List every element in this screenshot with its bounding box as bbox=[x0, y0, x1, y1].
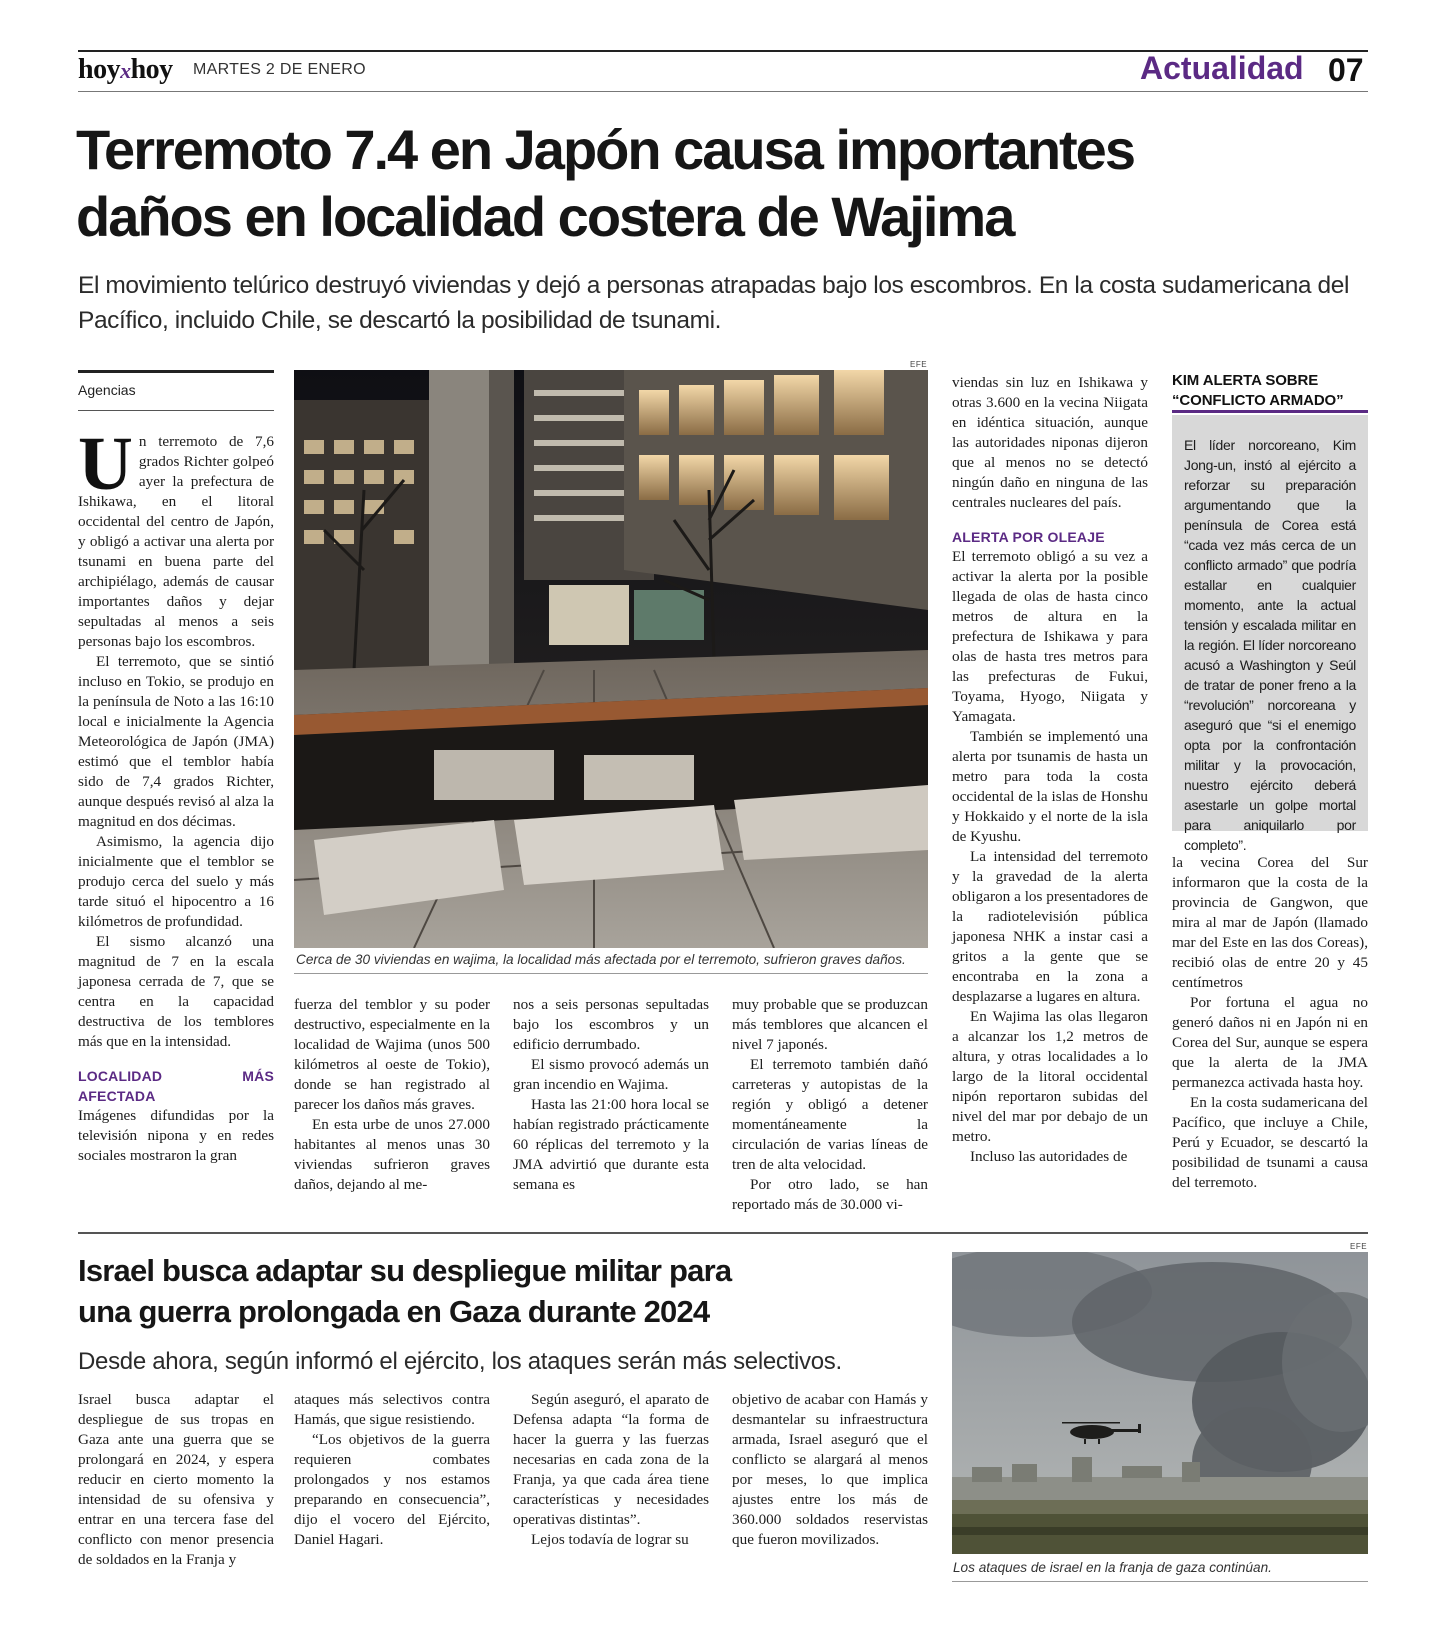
story-separator bbox=[78, 1232, 1368, 1234]
earthquake-photo[interactable] bbox=[294, 370, 928, 948]
header-bottom-rule bbox=[78, 91, 1368, 92]
byline-bottom-rule bbox=[78, 410, 274, 411]
newspaper-logo[interactable]: hoyxhoy bbox=[78, 54, 173, 85]
subhead-localidad: LOCALIDAD MÁS AFECTADA bbox=[78, 1068, 274, 1104]
story2-column-3: Según aseguró, el aparato de Defensa adapta “la forma de hacer la guerra y las fuerzas necesarias en cada zona de la Franja, ya que cada área tiene características y necesidades operativas distintas”. Lejos todavía de lograr su bbox=[513, 1391, 709, 1548]
sidebar-body: El líder norcoreano, Kim Jong-un, instó al ejército a reforzar su preparación argumentando que la península de Corea está “cada vez más cerca de un conflicto armado” que podría estallar en cualquier momento, ante la actual tensión y escalada militar en la región. El líder norcoreano acusó a Washington y Seúl de tratar de poner freno a la “revolución” norcoreana y aseguró que “si el enemigo opta por la confrontación militar y la provocación, nuestro ejército deberá asestarle un golpe mortal para aniquilarlo por completo”. bbox=[1184, 437, 1356, 853]
story2-column-4: objetivo de acabar con Hamás y desmantelar su infraestructura armada, Israel aseguró que el conflicto se alargará al menos por meses, lo que implica ajustes entre los más de 360.000 soldados reservistas que fueron movilizados. bbox=[732, 1391, 928, 1548]
gaza-photo-caption: Los ataques de israel en la franja de gaza continúan. bbox=[953, 1560, 1272, 1575]
photo-credit: EFE bbox=[910, 360, 928, 369]
byline: Agencias bbox=[78, 382, 136, 398]
story1-column-4: muy probable que se produzcan más temblores que alcancen el nivel 7 japonés. El terremoto también dañó carreteras y autopistas de la región y obligó a detener momentáneamente la circulación de varias líneas de tren de alta velocidad. Por otro lado, se han reportado más de 30.000 vi- bbox=[732, 996, 928, 1213]
secondary-deck: Desde ahora, según informó el ejército, los ataques serán más selectivos. bbox=[78, 1348, 842, 1375]
photo-credit-2: EFE bbox=[1350, 1242, 1368, 1251]
main-headline: Terremoto 7.4 en Japón causa importantes daños en localidad costera de Wajima bbox=[76, 118, 1134, 249]
section-name: Actualidad bbox=[1140, 50, 1304, 86]
secondary-headline: Israel busca adaptar su despliegue militar para una guerra prolongada en Gaza durante 2024 bbox=[78, 1253, 732, 1330]
gaza-photo-image bbox=[952, 1252, 1368, 1554]
earthquake-photo-image bbox=[294, 370, 928, 948]
byline-top-rule bbox=[78, 370, 274, 373]
story1-column-3: nos a seis personas sepultadas bajo los escombros y un edificio derrumbado. El sismo provocó además un gran incendio en Wajima. Hasta las 21:00 hora local se habían registrado prácticamente 60 réplicas del terremoto y la JMA advirtió que durante esta semana es bbox=[513, 996, 709, 1193]
page-number: 07 bbox=[1328, 52, 1364, 88]
sidebar-box bbox=[1172, 415, 1368, 853]
issue-date: MARTES 2 DE ENERO bbox=[193, 61, 366, 78]
sidebar-title: KIM ALERTA SOBRE “CONFLICTO ARMADO” bbox=[1172, 372, 1344, 409]
earthquake-photo-caption: Cerca de 30 viviendas en wajima, la localidad más afectada por el terremoto, sufrieron graves daños. bbox=[296, 952, 906, 967]
story1-column-1: Un terremoto de 7,6 grados Richter golpeó ayer la prefectura de Ishikawa, en el litoral occidental del centro de Japón, y obligó a activar una alerta por tsunami en buena parte del archipiélago, además de causar importantes daños y dejar sepultadas al menos a seis personas bajo los escombros. El terremoto, que se sintió incluso en Tokio, se produjo en la península de Noto a las 16:10 local e inicialmente la Agencia Meteorológica de Japón (JMA) estimó que el temblor había sido de 7,4 grados Richter, aunque después revisó al alza la magnitud en dos décimas. Asimismo, la agencia dijo inicialmente que el temblor se produjo cerca del suelo y más tarde situó el hipocentro a 16 kilómetros de profundidad. El sismo alcanzó una magnitud de 7 en la escala japonesa cerrada de 7, que se centra en la capacidad destructiva de los temblores más que en la intensidad. LOCALIDAD MÁS AFECTADA Imágenes difundidas por la televisión nipona y en redes sociales mostraron la gran bbox=[78, 422, 274, 1164]
story1-column-2: fuerza del temblor y su poder destructivo, especialmente en la localidad de Wajima (unos 500 kilómetros al oeste de Tokio), donde se han registrado al parecer los daños más graves. En esta urbe de unos 27.000 habitantes al menos unas 30 viviendas sufrieron graves daños, dejando al me- bbox=[294, 996, 490, 1193]
gaza-photo[interactable] bbox=[952, 1252, 1368, 1554]
caption-rule-2 bbox=[952, 1581, 1368, 1582]
sidebar-rule bbox=[1172, 410, 1368, 413]
story1-column-6: la vecina Corea del Sur informaron que la costa de la provincia de Gangwon, que mira al mar de Japón (llamado mar del Este en las dos Coreas), recibió olas de entre 20 y 45 centímetros Por fortuna el agua no generó daños ni en Japón ni en Corea del Sur, aunque se espera que la alerta de la JMA permanezca activada hasta hoy. En la costa sudamericana del Pacífico, que incluye a Chile, Perú y Ecuador, se descartó la posibilidad de tsunami a causa del terremoto. bbox=[1172, 854, 1368, 1191]
drop-cap: U bbox=[78, 422, 133, 506]
main-deck: El movimiento telúrico destruyó viviendas y dejó a personas atrapadas bajo los escombros. En la costa sudamericana del Pacífico, incluido Chile, se descartó la posibilidad de tsunami. bbox=[78, 272, 1350, 334]
caption-rule bbox=[294, 973, 928, 974]
story2-column-2: ataques más selectivos contra Hamás, que sigue resistiendo. “Los objetivos de la guerra requieren combates prolongados y nos estamos preparando en consecuencia”, dijo el vocero del Ejército, Daniel Hagari. bbox=[294, 1391, 490, 1548]
story1-column-5: viendas sin luz en Ishikawa y otras 3.600 en la vecina Niigata en idéntica situación, aunque las autoridades niponas dijeron que al menos no se detectó ningún daño en ninguna de las centrales nucleares del país. ALERTA POR OLEAJE El terremoto obligó a su vez a activar la alerta por la posible llegada de olas de hasta cinco metros de altura en la prefectura de Ishikawa y para olas de hasta tres metros para las prefecturas de Fukui, Toyama, Hyogo, Niigata y Yamagata. También se implementó una alerta por tsunamis de hasta un metro para toda la costa occidental de la islas de Honshu y Hokkaido y el norte de la isla de Kyushu. La intensidad del terremoto y la gravedad de la alerta obligaron a los presentadores de la radiotelevisión pública japonesa NHK a instar casi a gritos a la gente que se encontraba en la zona a desplazarse a lugares en altura. En Wajima las olas llegaron a alcanzar los 1,2 metros de altura, y otras localidades a lo largo de la litoral occidental nipón reportaron subidas del nivel del mar por debajo de un metro. Incluso las autoridades de bbox=[952, 374, 1148, 1165]
subhead-oleaje: ALERTA POR OLEAJE bbox=[952, 529, 1105, 545]
story2-column-1: Israel busca adaptar el despliegue de sus tropas en Gaza ante una guerra que se prolongará en 2024, y espera reducir en cierto momento la intensidad de su ofensiva y entrar en una tercera fase del conflicto con menor presencia de soldados en la Franja y bbox=[78, 1391, 274, 1568]
